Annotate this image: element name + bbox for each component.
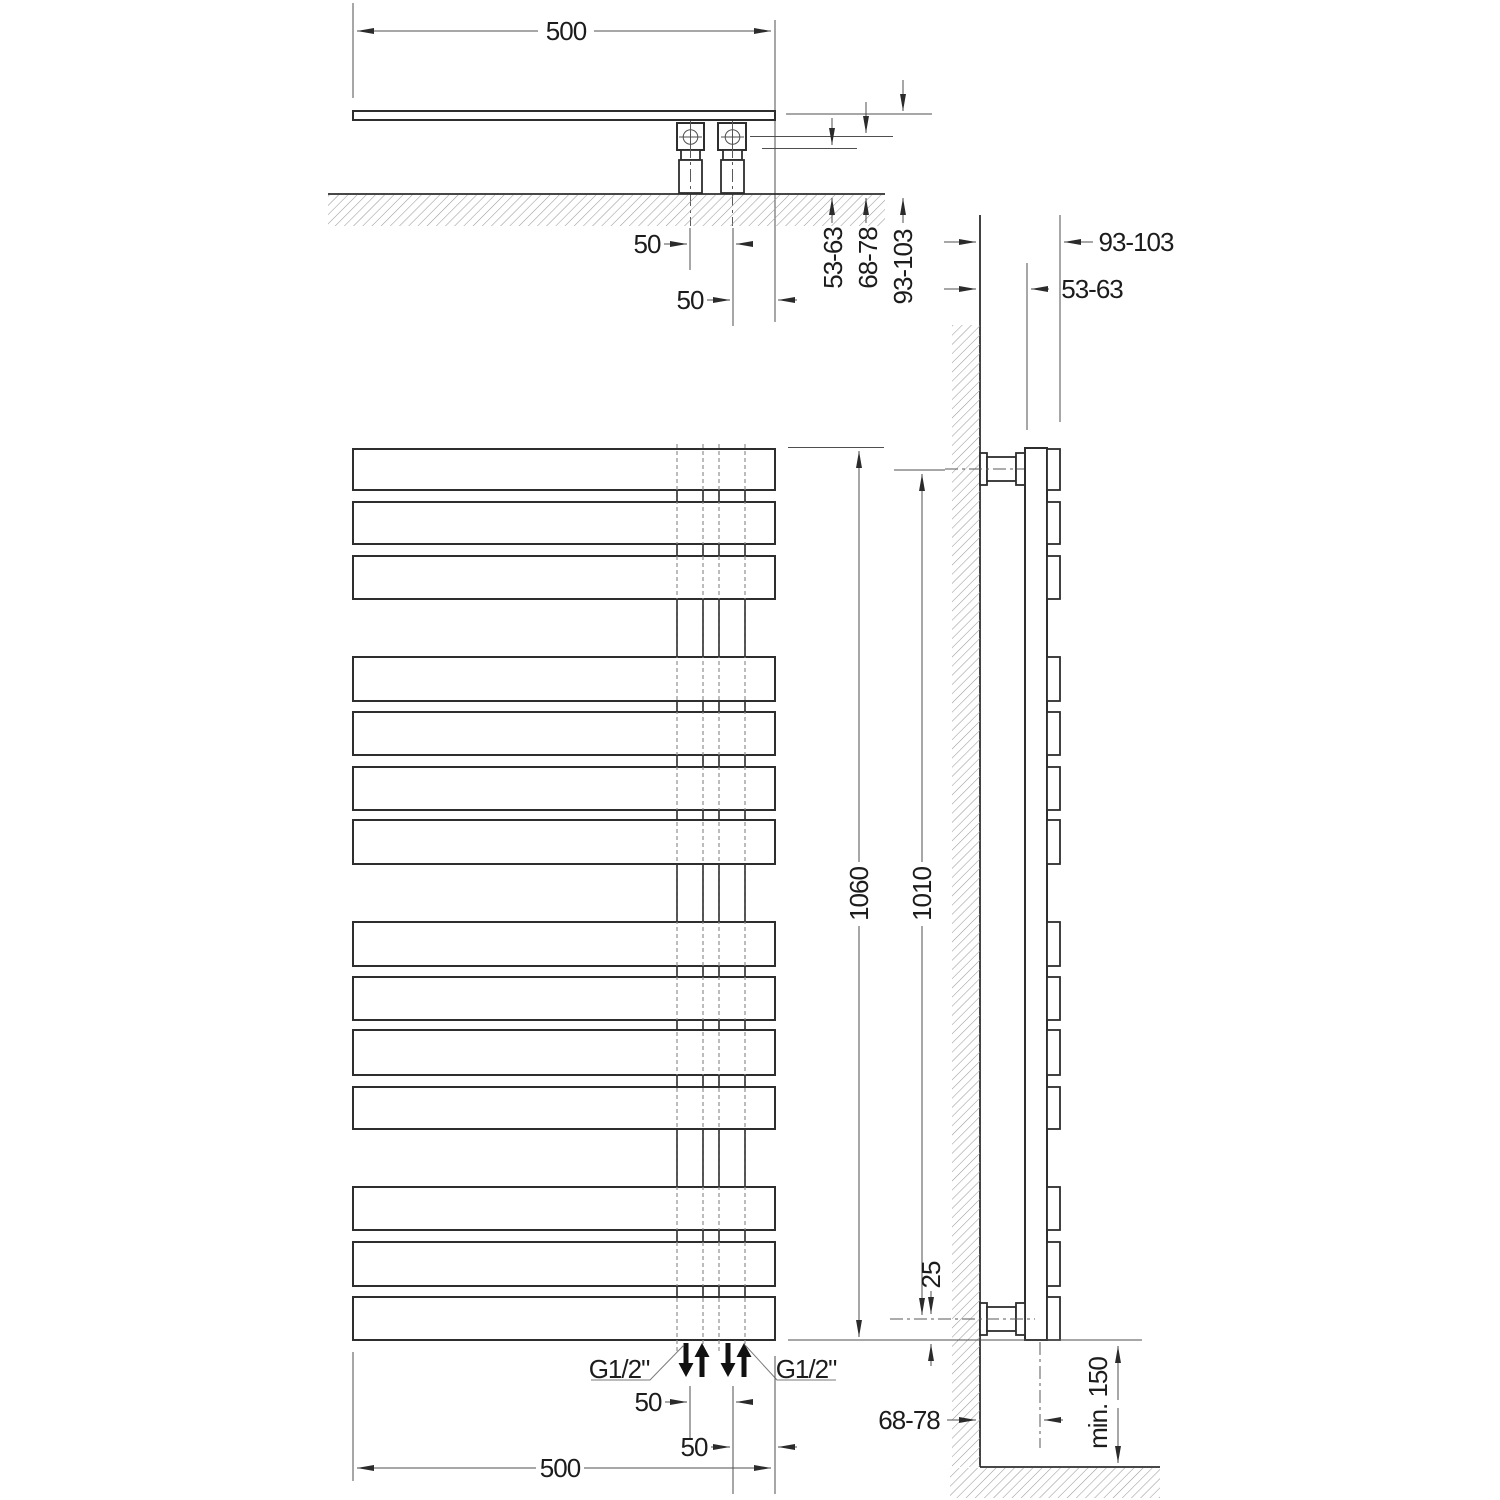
radiator-panel-top-view — [353, 111, 775, 120]
side-view — [788, 215, 1160, 1498]
bar-cross-section — [1047, 1297, 1060, 1340]
dim-label-side-rear-face: 53-63 — [1061, 274, 1123, 304]
radiator-bar — [353, 1187, 775, 1230]
flow-arrow-down — [721, 1343, 736, 1377]
dim-label-bottom-axis-wall: 68-78 — [878, 1405, 940, 1435]
radiator-bar — [353, 556, 775, 599]
radiator-bar — [353, 1297, 775, 1340]
flow-arrow-up — [695, 1343, 710, 1377]
wall-hatch — [952, 325, 980, 1467]
radiator-bar — [353, 1030, 775, 1075]
dim-label-top-spacing-2: 50 — [676, 285, 704, 315]
bar-cross-section — [1047, 1187, 1060, 1230]
bar-cross-section — [1047, 502, 1060, 544]
bar-cross-section — [1047, 767, 1060, 810]
bar-cross-section — [1047, 1087, 1060, 1129]
dim-label-floor-clearance: min. 150 — [1083, 1357, 1113, 1449]
bar-cross-section — [1047, 712, 1060, 755]
thread-label-right: G1/2" — [775, 1354, 837, 1384]
bar-cross-section — [1047, 657, 1060, 701]
radiator-bar — [353, 977, 775, 1020]
radiator-bar — [353, 1242, 775, 1286]
dim-label-side-outer-face: 93-103 — [1098, 227, 1174, 257]
bar-cross-section — [1047, 977, 1060, 1020]
bar-cross-section — [1047, 449, 1060, 490]
bar-cross-section — [1047, 922, 1060, 966]
radiator-bar — [353, 767, 775, 810]
radiator-bar — [353, 1087, 775, 1129]
radiator-bar — [353, 502, 775, 544]
dim-label-top-width: 500 — [545, 16, 587, 46]
bar-cross-section — [1047, 1242, 1060, 1286]
flow-arrow-up — [737, 1343, 752, 1377]
radiator-bar — [353, 449, 775, 490]
dim-label-front-spacing-2: 50 — [680, 1432, 708, 1462]
bar-cross-section — [1047, 820, 1060, 864]
dim-label-wall-axis: 68-78 — [853, 227, 883, 289]
bar-cross-section — [1047, 556, 1060, 599]
dim-label-axis-to-bottom: 25 — [916, 1261, 946, 1289]
radiator-bar — [353, 922, 775, 966]
radiator-bar — [353, 657, 775, 701]
collector-plate-side-view — [1025, 448, 1047, 1340]
front-view — [353, 444, 945, 1494]
dim-label-top-spacing-1: 50 — [633, 229, 661, 259]
floor-hatch — [950, 1468, 1160, 1498]
dim-label-overall-height: 1060 — [844, 867, 874, 921]
thread-label-left: G1/2" — [588, 1354, 650, 1384]
dim-label-wall-outer-face: 93-103 — [888, 229, 918, 305]
dim-label-axis-height: 1010 — [907, 867, 937, 921]
bar-cross-section — [1047, 1030, 1060, 1075]
dim-label-wall-front-face: 53-63 — [818, 227, 848, 289]
radiator-bar — [353, 712, 775, 755]
wall-hatch — [328, 195, 885, 226]
dim-label-front-width: 500 — [539, 1453, 581, 1483]
radiator-bar — [353, 820, 775, 864]
dim-label-front-spacing-1: 50 — [634, 1387, 662, 1417]
